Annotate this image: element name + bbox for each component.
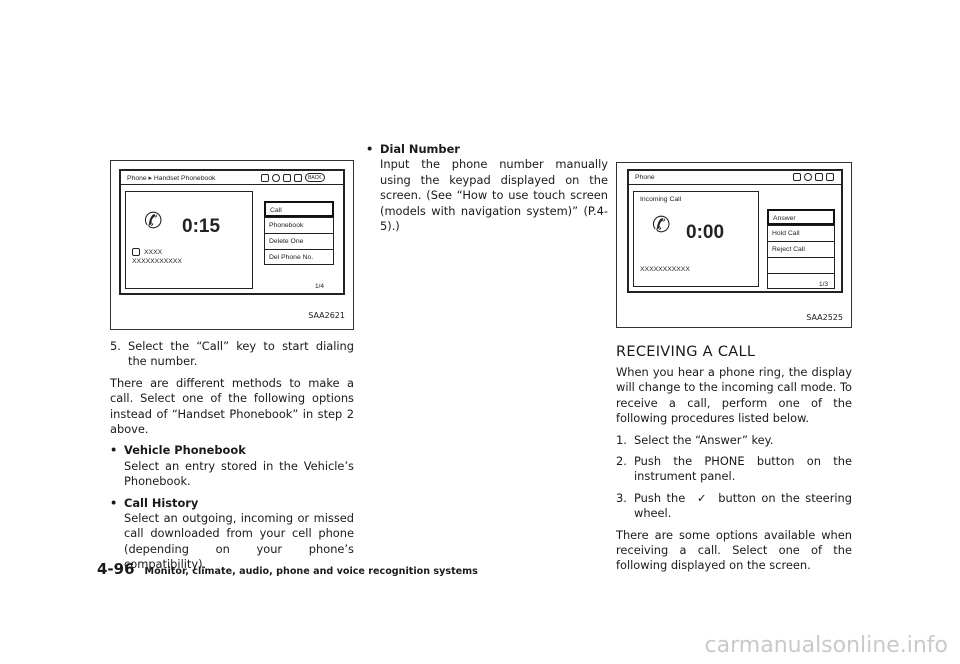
contact-name: XXXX — [144, 248, 163, 256]
step-text-after: button on the steering wheel. — [634, 490, 852, 521]
option-title-text: Dial Number — [380, 142, 460, 156]
contact-number: XXXXXXXXXXX — [640, 266, 690, 273]
option-title — [110, 496, 354, 511]
contact-number: XXXXXXXXXXX — [132, 258, 182, 265]
option-title — [110, 443, 354, 458]
step-number: 5. — [110, 339, 121, 353]
call-status: Incoming Call — [640, 196, 682, 203]
bullet: • — [366, 142, 374, 156]
option-title — [366, 142, 608, 157]
call-timer: 0:00 — [686, 222, 725, 243]
handset-icon: ✆ — [652, 212, 671, 237]
battery-icon — [283, 174, 291, 182]
screen-title: Phone ▸ Handset Phonebook — [127, 175, 216, 182]
menu-item-phonebook[interactable]: Phonebook — [264, 217, 334, 233]
call-timer: 0:15 — [182, 216, 221, 237]
step-5 — [110, 339, 354, 370]
status-icons — [793, 173, 834, 181]
info-icon — [272, 174, 280, 182]
option-title-text: Call History — [124, 495, 199, 510]
step-text: Select the “Answer” key. — [634, 432, 774, 447]
screen-title: Phone — [635, 174, 655, 181]
section-heading: RECEIVING A CALL — [616, 344, 756, 360]
bullet: • — [110, 443, 118, 458]
back-button[interactable]: BACK — [305, 173, 325, 182]
option-description: Select an entry stored in the Vehicle’s Phonebook. — [124, 458, 354, 489]
figure-code: SAA2525 — [806, 313, 843, 322]
option-description: Input the phone number manually using the keypad displayed on the screen. (See “How to use touch screen (models with navigation system)” (P.4-5).) — [380, 157, 608, 234]
step-number: 2. — [616, 454, 627, 469]
step-number: 1. — [616, 432, 627, 447]
phone-screen — [119, 169, 345, 295]
menu-item-empty — [767, 257, 835, 273]
page-number: 4-96 — [97, 560, 135, 578]
call-menu — [264, 201, 334, 265]
watermark: carmanualsonline.info — [704, 633, 948, 658]
phone-send-icon: ✓ — [696, 490, 707, 505]
step-3 — [616, 491, 852, 522]
right-column — [616, 343, 852, 574]
step-2 — [616, 454, 852, 485]
figure-code: SAA2621 — [308, 311, 345, 320]
page-indicator: 1/4 — [315, 283, 325, 290]
menu-item-delete-one[interactable]: Delete One — [264, 233, 334, 249]
menu-item-call[interactable]: Call — [264, 201, 334, 217]
menu-item-answer[interactable]: Answer — [767, 209, 835, 225]
contact-name-row — [132, 248, 162, 256]
step-text: Push the PHONE button on the instrument panel. — [634, 454, 852, 484]
page-footer — [97, 560, 478, 578]
screen-header — [121, 171, 343, 185]
step-text: Select the “Call” key to start dialing the number. — [128, 339, 354, 369]
left-column — [110, 339, 354, 573]
paragraph: There are some options available when receiving a call. Select one of the following displayed on the screen. — [616, 527, 852, 573]
menu-item-reject-call[interactable]: Reject Call — [767, 241, 835, 257]
screen-header — [629, 171, 841, 185]
handset-icon: ✆ — [144, 208, 163, 233]
paragraph: There are different methods to make a call. Select one of the following options instead of “Handset Phonebook” in step 2 above. — [110, 375, 354, 437]
option-title-text: Vehicle Phonebook — [124, 443, 246, 458]
step-text-before: Push the — [634, 490, 686, 505]
signal-icon — [294, 174, 302, 182]
chapter-title: Monitor, climate, audio, phone and voice recognition systems — [144, 566, 478, 577]
status-icons — [261, 173, 325, 182]
battery-icon — [815, 173, 823, 181]
middle-column — [366, 142, 608, 234]
call-panel — [125, 191, 253, 289]
signal-icon — [826, 173, 834, 181]
step-text — [634, 491, 852, 522]
phone-screen — [627, 169, 843, 293]
call-menu — [767, 209, 835, 289]
phonebook-icon — [132, 248, 140, 256]
figure-incoming-call — [616, 162, 852, 328]
page-indicator: 1/3 — [819, 281, 829, 288]
step-1 — [616, 433, 852, 448]
paragraph: When you hear a phone ring, the display will change to the incoming call mode. To receive a call, perform one of the following procedures listed below. — [616, 365, 853, 426]
step-number: 3. — [616, 490, 627, 505]
option-description: Select an outgoing, incoming or missed call downloaded from your cell phone (depending on your phone’s compatibility). — [124, 511, 354, 572]
bluetooth-icon — [793, 173, 801, 181]
menu-item-del-phone-no[interactable]: Del Phone No. — [264, 249, 334, 265]
menu-item-hold-call[interactable]: Hold Call — [767, 225, 835, 241]
info-icon — [804, 173, 812, 181]
figure-handset-phonebook — [110, 160, 354, 330]
bullet: • — [110, 495, 118, 510]
bluetooth-icon — [261, 174, 269, 182]
call-panel — [633, 191, 759, 287]
